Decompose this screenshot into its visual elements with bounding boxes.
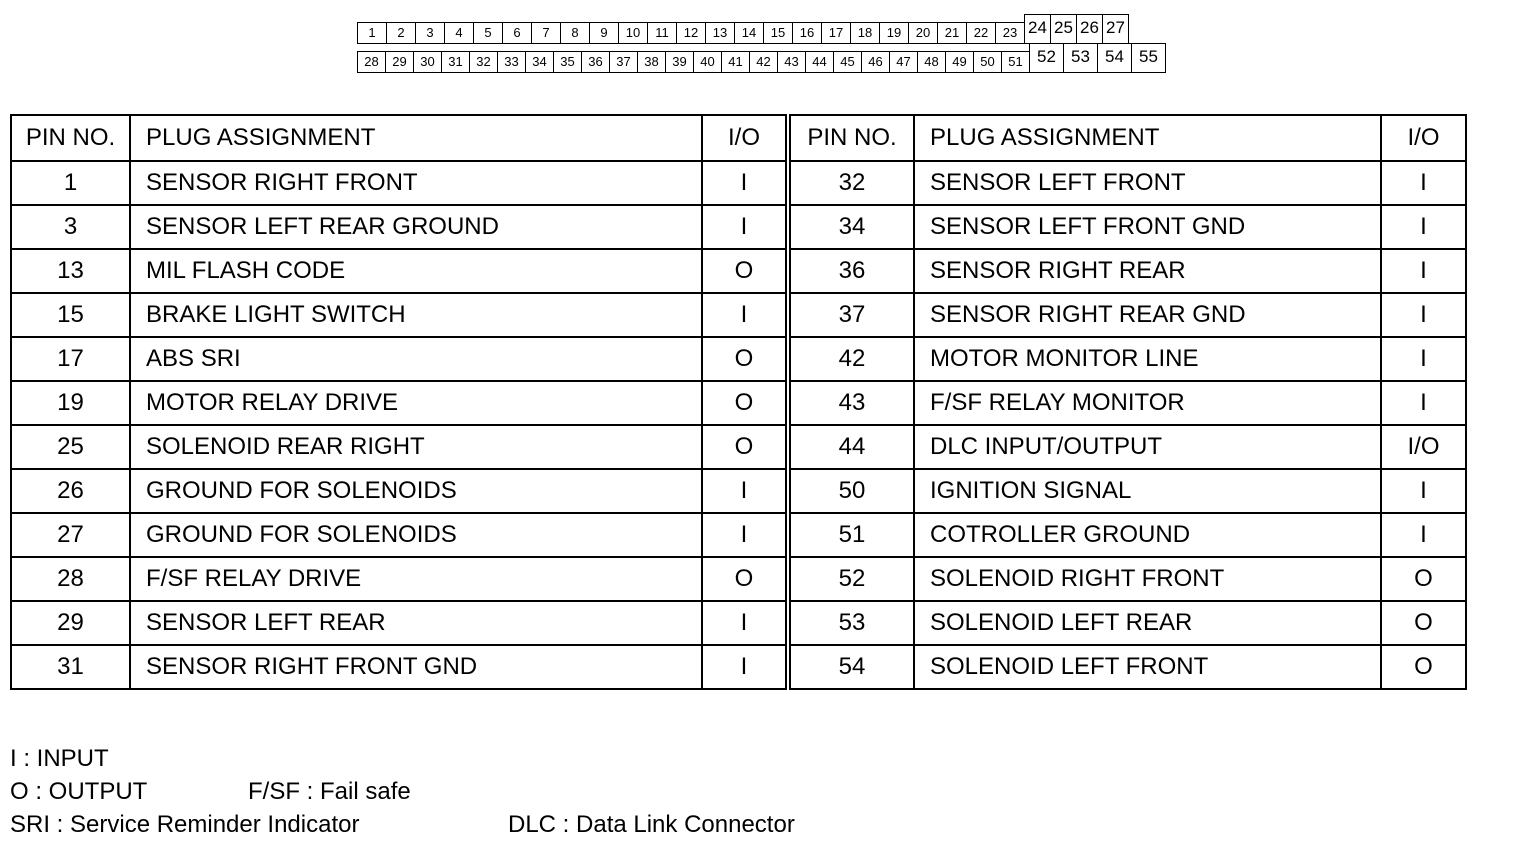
io-cell-right: I: [1381, 381, 1466, 425]
connector-pin: 22: [966, 22, 996, 44]
connector-pin: 45: [833, 51, 862, 73]
connector-pin: 13: [705, 22, 735, 44]
pin-cell-left: 28: [11, 557, 130, 601]
table-row: [11, 161, 1466, 205]
connector-pin: 29: [385, 51, 414, 73]
connector-pin: 15: [763, 22, 793, 44]
table-row: [11, 293, 1466, 337]
connector-top-row: [357, 14, 1165, 43]
connector-pin: 4: [444, 22, 474, 44]
connector-pin: 2: [386, 22, 416, 44]
io-cell-left: O: [702, 249, 788, 293]
connector-pin: 33: [497, 51, 526, 73]
header-pin-left: PIN NO.: [11, 115, 130, 161]
connector-pin: 28: [357, 51, 386, 73]
legend-sri: SRI : Service Reminder Indicator: [10, 811, 360, 838]
assignment-cell-left: SOLENOID REAR RIGHT: [130, 425, 702, 469]
connector-bottom-row: [357, 43, 1165, 72]
connector-pin: 42: [749, 51, 778, 73]
connector-pin: 3: [415, 22, 445, 44]
connector-pin: 24: [1024, 14, 1051, 44]
connector-pin: 27: [1102, 14, 1129, 44]
io-cell-right: I: [1381, 161, 1466, 205]
pin-cell-right: 52: [788, 557, 914, 601]
assignment-cell-right: SOLENOID LEFT FRONT: [914, 645, 1381, 689]
connector-pin: 51: [1001, 51, 1030, 73]
connector-pin: 47: [889, 51, 918, 73]
connector-pin: 11: [647, 22, 677, 44]
connector-pin: 34: [525, 51, 554, 73]
io-cell-right: I: [1381, 469, 1466, 513]
connector-pin: 14: [734, 22, 764, 44]
pin-cell-right: 34: [788, 205, 914, 249]
pin-cell-left: 15: [11, 293, 130, 337]
connector-pin: 35: [553, 51, 582, 73]
legend-line-3: [10, 808, 795, 841]
io-cell-right: O: [1381, 601, 1466, 645]
io-cell-right: I: [1381, 249, 1466, 293]
connector-pin: 36: [581, 51, 610, 73]
legend-output: O : OUTPUT: [10, 778, 148, 805]
connector-pin: 25: [1050, 14, 1077, 44]
header-pin-right: PIN NO.: [788, 115, 914, 161]
legend-dlc: DLC : Data Link Connector: [508, 811, 795, 838]
table-row: [11, 469, 1466, 513]
connector-pin: 50: [973, 51, 1002, 73]
io-cell-right: I/O: [1381, 425, 1466, 469]
io-cell-left: I: [702, 601, 788, 645]
connector-pin: 18: [850, 22, 880, 44]
table-row: [11, 601, 1466, 645]
assignment-cell-left: GROUND FOR SOLENOIDS: [130, 469, 702, 513]
table-row: [11, 425, 1466, 469]
io-cell-right: I: [1381, 293, 1466, 337]
header-io-left: I/O: [702, 115, 788, 161]
assignment-cell-left: F/SF RELAY DRIVE: [130, 557, 702, 601]
pin-cell-left: 31: [11, 645, 130, 689]
header-assignment-left: PLUG ASSIGNMENT: [130, 115, 702, 161]
legend-input: I : INPUT: [10, 745, 109, 772]
assignment-cell-right: COTROLLER GROUND: [914, 513, 1381, 557]
connector-pin: 23: [995, 22, 1025, 44]
assignment-cell-right: DLC INPUT/OUTPUT: [914, 425, 1381, 469]
table-header-row: [11, 115, 1466, 161]
pin-cell-right: 32: [788, 161, 914, 205]
assignment-cell-left: BRAKE LIGHT SWITCH: [130, 293, 702, 337]
assignment-cell-left: SENSOR RIGHT FRONT GND: [130, 645, 702, 689]
pin-assignment-table: [10, 114, 1467, 690]
connector-pin: 49: [945, 51, 974, 73]
pin-cell-right: 51: [788, 513, 914, 557]
pin-cell-right: 53: [788, 601, 914, 645]
connector-pin: 48: [917, 51, 946, 73]
assignment-cell-right: MOTOR MONITOR LINE: [914, 337, 1381, 381]
io-cell-left: I: [702, 161, 788, 205]
connector-pin: 8: [560, 22, 590, 44]
pin-cell-left: 25: [11, 425, 130, 469]
connector-diagram: [357, 14, 1165, 72]
connector-pin: 7: [531, 22, 561, 44]
assignment-cell-right: SENSOR RIGHT REAR: [914, 249, 1381, 293]
assignment-cell-left: MIL FLASH CODE: [130, 249, 702, 293]
header-assignment-right: PLUG ASSIGNMENT: [914, 115, 1381, 161]
io-cell-right: O: [1381, 645, 1466, 689]
connector-pin: 6: [502, 22, 532, 44]
connector-pin: 21: [937, 22, 967, 44]
pin-cell-right: 43: [788, 381, 914, 425]
pin-cell-right: 36: [788, 249, 914, 293]
legend: [10, 742, 795, 841]
assignment-cell-left: SENSOR RIGHT FRONT: [130, 161, 702, 205]
pin-cell-right: 44: [788, 425, 914, 469]
table-row: [11, 645, 1466, 689]
connector-pin: 44: [805, 51, 834, 73]
table-row: [11, 513, 1466, 557]
assignment-cell-left: SENSOR LEFT REAR GROUND: [130, 205, 702, 249]
io-cell-left: O: [702, 381, 788, 425]
legend-line-1: [10, 742, 795, 775]
pin-cell-left: 3: [11, 205, 130, 249]
table-row: [11, 337, 1466, 381]
pin-cell-right: 42: [788, 337, 914, 381]
connector-pin: 30: [413, 51, 442, 73]
assignment-cell-left: ABS SRI: [130, 337, 702, 381]
legend-failsafe: F/SF : Fail safe: [248, 778, 411, 805]
connector-pin: 38: [637, 51, 666, 73]
assignment-cell-left: GROUND FOR SOLENOIDS: [130, 513, 702, 557]
connector-pin: 54: [1097, 43, 1132, 73]
table-row: [11, 249, 1466, 293]
connector-pin: 10: [618, 22, 648, 44]
assignment-cell-right: SOLENOID RIGHT FRONT: [914, 557, 1381, 601]
assignment-cell-left: MOTOR RELAY DRIVE: [130, 381, 702, 425]
io-cell-left: O: [702, 337, 788, 381]
connector-pin: 16: [792, 22, 822, 44]
assignment-cell-right: SENSOR LEFT FRONT: [914, 161, 1381, 205]
table-row: [11, 557, 1466, 601]
connector-pin: 19: [879, 22, 909, 44]
connector-pin: 1: [357, 22, 387, 44]
pin-cell-left: 1: [11, 161, 130, 205]
io-cell-right: O: [1381, 557, 1466, 601]
io-cell-left: I: [702, 513, 788, 557]
pin-cell-left: 27: [11, 513, 130, 557]
connector-pin: 17: [821, 22, 851, 44]
table-row: [11, 381, 1466, 425]
io-cell-right: I: [1381, 337, 1466, 381]
table-row: [11, 205, 1466, 249]
assignment-cell-right: SOLENOID LEFT REAR: [914, 601, 1381, 645]
assignment-cell-right: SENSOR LEFT FRONT GND: [914, 205, 1381, 249]
connector-pin: 12: [676, 22, 706, 44]
connector-pin: 26: [1076, 14, 1103, 44]
connector-pin: 40: [693, 51, 722, 73]
connector-pin: 55: [1131, 43, 1166, 73]
io-cell-left: I: [702, 205, 788, 249]
connector-pin: 39: [665, 51, 694, 73]
assignment-cell-right: F/SF RELAY MONITOR: [914, 381, 1381, 425]
connector-pin: 20: [908, 22, 938, 44]
io-cell-left: I: [702, 645, 788, 689]
io-cell-right: I: [1381, 205, 1466, 249]
connector-pin: 37: [609, 51, 638, 73]
header-io-right: I/O: [1381, 115, 1466, 161]
pin-cell-right: 54: [788, 645, 914, 689]
pin-cell-left: 29: [11, 601, 130, 645]
connector-pin: 43: [777, 51, 806, 73]
connector-pin: 5: [473, 22, 503, 44]
assignment-cell-right: IGNITION SIGNAL: [914, 469, 1381, 513]
io-cell-right: I: [1381, 513, 1466, 557]
pin-cell-right: 37: [788, 293, 914, 337]
assignment-cell-left: SENSOR LEFT REAR: [130, 601, 702, 645]
pin-cell-left: 26: [11, 469, 130, 513]
connector-pin: 41: [721, 51, 750, 73]
legend-line-2: [10, 775, 795, 808]
connector-pin: 9: [589, 22, 619, 44]
pin-cell-left: 13: [11, 249, 130, 293]
assignment-cell-right: SENSOR RIGHT REAR GND: [914, 293, 1381, 337]
connector-pin: 52: [1029, 43, 1064, 73]
connector-pin: 32: [469, 51, 498, 73]
io-cell-left: I: [702, 469, 788, 513]
connector-pin: 31: [441, 51, 470, 73]
connector-pin: 46: [861, 51, 890, 73]
pin-cell-right: 50: [788, 469, 914, 513]
connector-pin: 53: [1063, 43, 1098, 73]
pin-cell-left: 17: [11, 337, 130, 381]
io-cell-left: O: [702, 557, 788, 601]
pin-cell-left: 19: [11, 381, 130, 425]
io-cell-left: O: [702, 425, 788, 469]
io-cell-left: I: [702, 293, 788, 337]
